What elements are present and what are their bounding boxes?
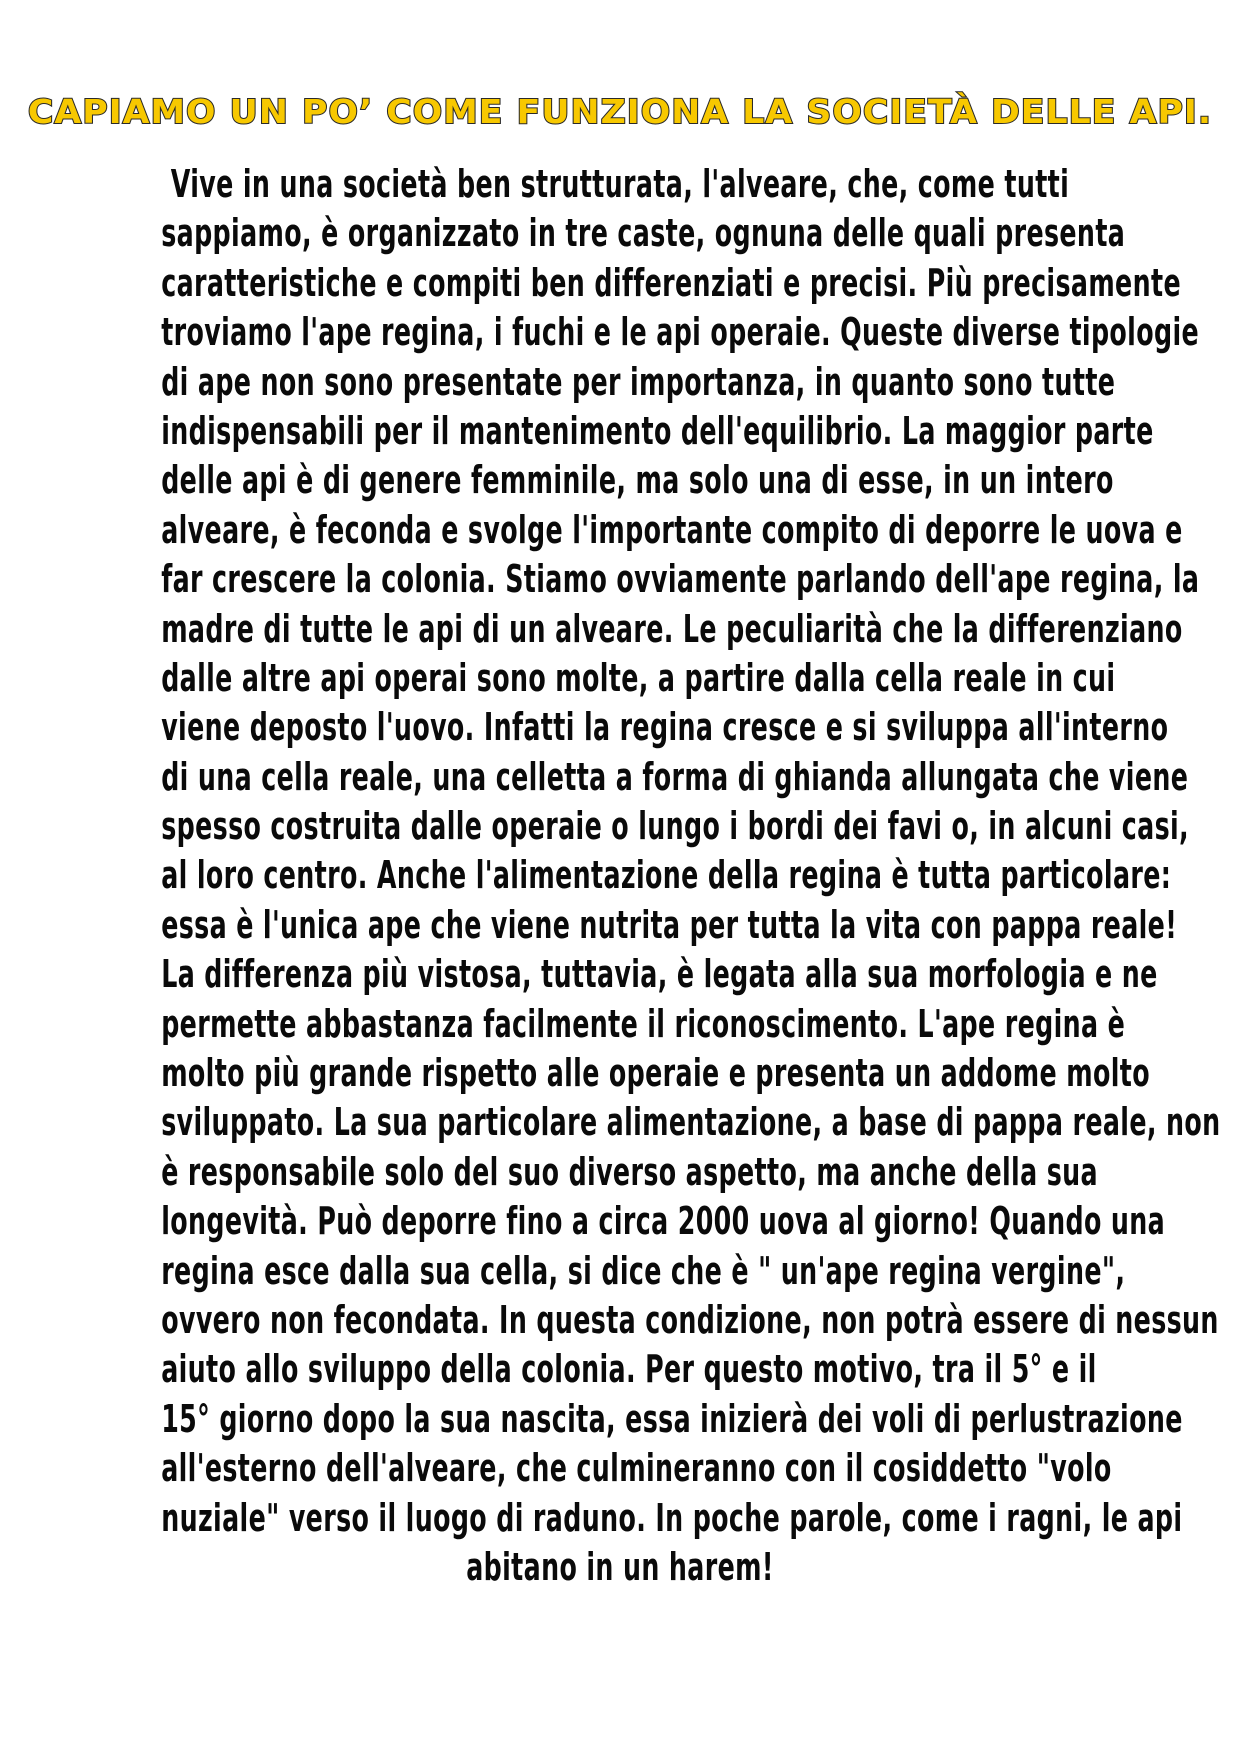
text-line: sappiamo, è organizzato in tre caste, ognuna delle quali presenta (161, 211, 1126, 256)
text-line: di ape non sono presentate per importanza, in quanto sono tutte (161, 359, 1116, 404)
text-line: delle api è di genere femminile, ma solo una di esse, in un intero (161, 458, 1114, 503)
text-line: longevità. Può deporre fino a circa 2000 uova al giorno! Quando una (161, 1199, 1166, 1244)
text-line: nuziale" verso il luogo di raduno. In poche parole, come i ragni, le api (161, 1495, 1183, 1540)
text-line: La differenza più vistosa, tuttavia, è legata alla sua morfologia e ne (161, 952, 1158, 997)
text-line: viene deposto l'uovo. Infatti la regina cresce e si sviluppa all'interno (161, 705, 1169, 750)
text-line: aiuto allo sviluppo della colonia. Per questo motivo, tra il 5° e il (161, 1347, 1097, 1392)
text-line: sviluppato. La sua particolare alimentazione, a base di pappa reale, non (161, 1100, 1221, 1145)
text-line: indispensabili per il mantenimento dell'equilibrio. La maggior parte (161, 408, 1154, 453)
text-line: alveare, è feconda e svolge l'importante compito di deporre le uova e (161, 507, 1183, 552)
text-line: abitano in un harem! (466, 1544, 774, 1589)
text-line: dalle altre api operai sono molte, a partire dalla cella reale in cui (161, 655, 1116, 700)
text-line: far crescere la colonia. Stiamo ovviamente parlando dell'ape regina, la (161, 557, 1200, 602)
text-line: regina esce dalla sua cella, si dice che è " un'ape regina vergine", (161, 1248, 1126, 1293)
text-line: di una cella reale, una celletta a forma di ghianda allungata che viene (161, 754, 1189, 799)
text-line: 15° giorno dopo la sua nascita, essa inizierà dei voli di perlustrazione (161, 1396, 1183, 1441)
text-line: ovvero non fecondata. In questa condizione, non potrà essere di nessun (161, 1297, 1219, 1342)
text-line: essa è l'unica ape che viene nutrita per tutta la vita con pappa reale! (161, 902, 1178, 947)
text-line: al loro centro. Anche l'alimentazione della regina è tutta particolare: (161, 853, 1172, 898)
text-line: caratteristiche e compiti ben differenziati e precisi. Più precisamente (161, 260, 1181, 305)
text-line: spesso costruita dalle operaie o lungo i bordi dei favi o, in alcuni casi, (161, 804, 1190, 849)
text-line: molto più grande rispetto alle operaie e presenta un addome molto (161, 1051, 1150, 1096)
text-line: Vive in una società ben strutturata, l'alveare, che, come tutti (170, 162, 1070, 206)
text-line: permette abbastanza facilmente il riconoscimento. L'ape regina è (161, 1001, 1126, 1046)
page-title: CAPIAMO UN PO’ COME FUNZIONA LA SOCIETÀ DELLE API. (27, 92, 1213, 131)
text-line: all'esterno dell'alveare, che culmineranno con il cosiddetto "volo (161, 1446, 1112, 1491)
body-paragraph (0, 160, 1240, 1592)
text-line: madre di tutte le api di un alveare. Le peculiarità che la differenziano (161, 606, 1183, 651)
text-line: è responsabile solo del suo diverso aspetto, ma anche della sua (161, 1149, 1098, 1194)
text-line: troviamo l'ape regina, i fuchi e le api operaie. Queste diverse tipologie (161, 310, 1200, 355)
